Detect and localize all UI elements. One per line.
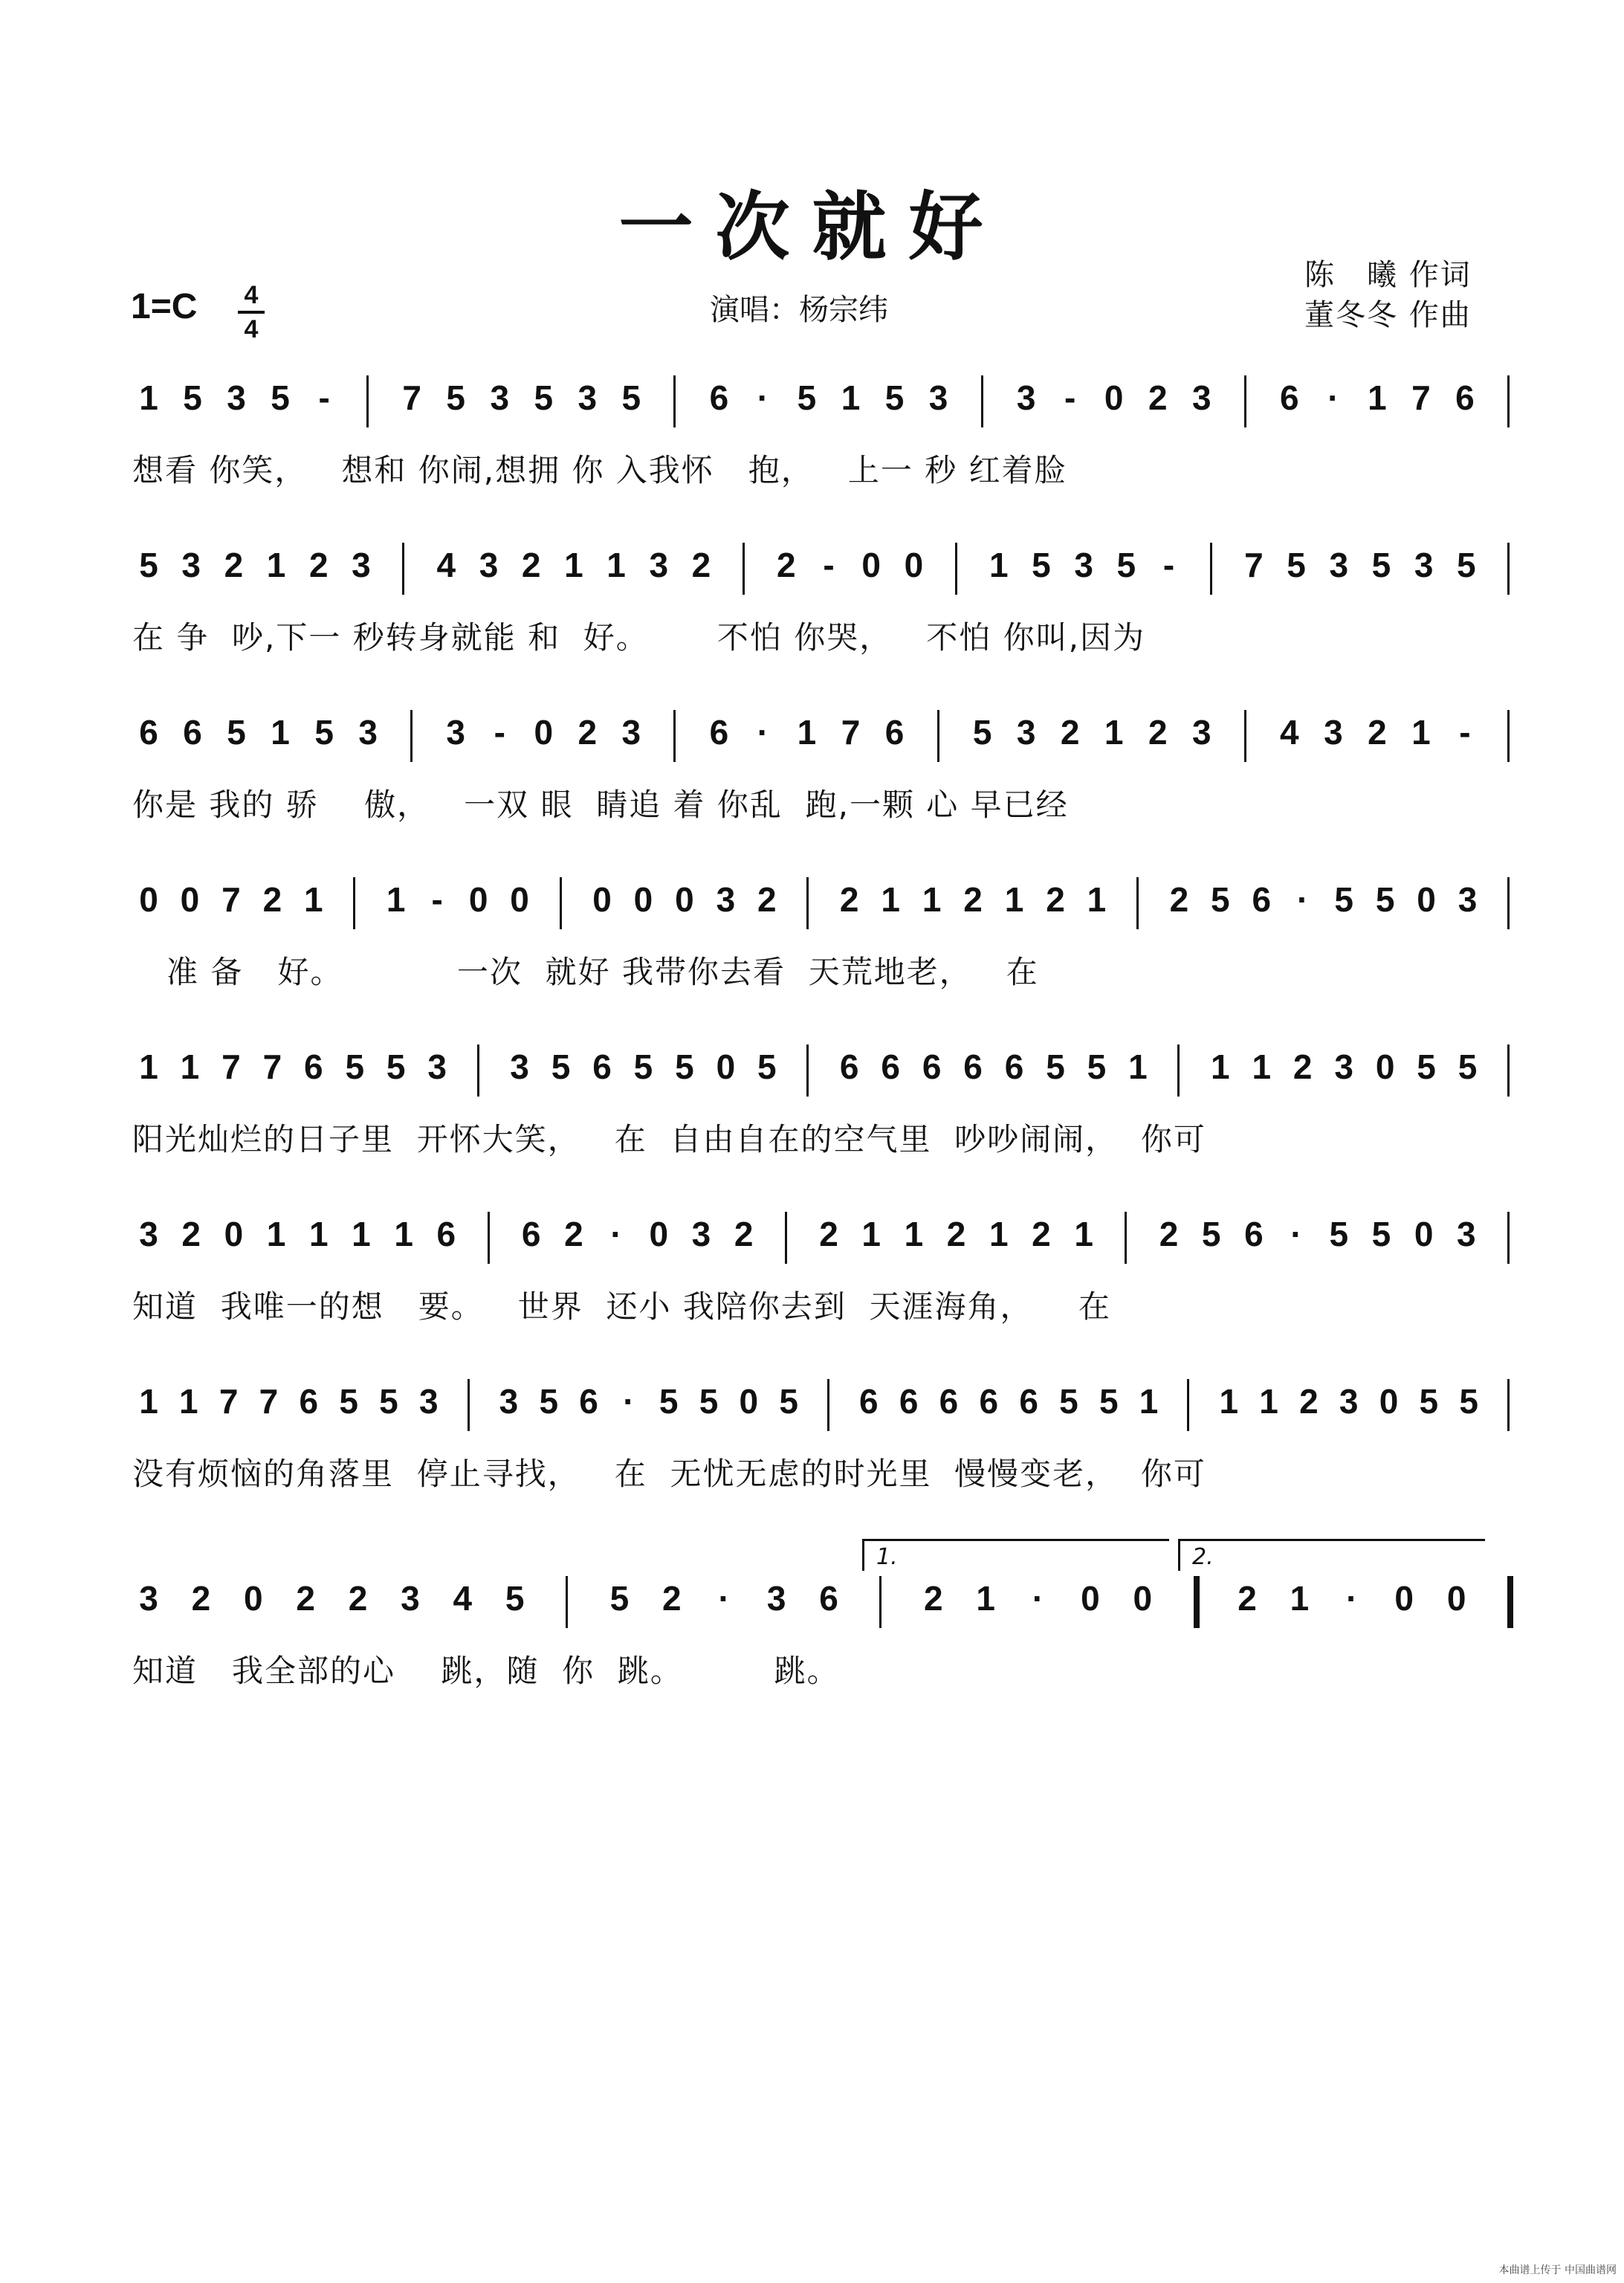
note: 0 (904, 546, 924, 584)
note: 6 (436, 1215, 456, 1253)
note: 3 (578, 378, 598, 417)
note: 2 (963, 880, 983, 919)
note: 5 (314, 713, 334, 752)
lyrics-line: 知道 我全部的心 跳，随 你 跳。 跳。 (132, 1653, 840, 1689)
bar-line (1507, 1212, 1510, 1264)
note: 2 (1293, 1047, 1313, 1086)
note: 3 (427, 1047, 447, 1086)
note: 5 (1459, 1382, 1478, 1421)
note: - (431, 880, 443, 919)
note: 0 (1394, 1579, 1414, 1618)
note: 3 (227, 378, 246, 417)
note: 5 (1417, 1047, 1436, 1086)
note: 0 (1375, 1047, 1395, 1086)
bar-line (743, 543, 745, 595)
note: 7 (1244, 546, 1264, 584)
bar-line (410, 710, 413, 762)
meter-divider (238, 311, 265, 314)
note: 3 (716, 880, 736, 919)
bar-line (1507, 1576, 1513, 1628)
composer: 董冬冬 作曲 (1304, 298, 1472, 332)
note: 1 (180, 1047, 200, 1086)
note: 2 (691, 546, 711, 584)
bar-line (1507, 1379, 1510, 1431)
note: 3 (928, 378, 948, 417)
note: 2 (1046, 880, 1065, 919)
note: 5 (1099, 1382, 1119, 1421)
note: · (1297, 880, 1309, 919)
note: 5 (1457, 546, 1476, 584)
note: 0 (1081, 1579, 1100, 1618)
note: 1 (1259, 1382, 1278, 1421)
note: 3 (139, 1215, 158, 1253)
note: 6 (922, 1047, 942, 1086)
note: 6 (1244, 1215, 1264, 1253)
note: 0 (243, 1579, 263, 1618)
note: 1 (1252, 1047, 1272, 1086)
note: 0 (534, 713, 554, 752)
note: 6 (299, 1382, 319, 1421)
note: 2 (1299, 1382, 1319, 1421)
volta-1 (862, 1539, 1169, 1571)
note: · (610, 1215, 622, 1253)
note: 1 (266, 1215, 286, 1253)
bar-line (1244, 375, 1246, 427)
bar-line (366, 375, 369, 427)
note: 0 (139, 880, 158, 919)
note: 1 (861, 1215, 881, 1253)
note: 5 (699, 1382, 719, 1421)
note: 5 (1087, 1047, 1107, 1086)
note: 1 (139, 378, 158, 417)
note: 1 (1211, 1047, 1230, 1086)
note: 5 (1371, 1215, 1391, 1253)
note: 6 (709, 378, 729, 417)
bar-line (1507, 1044, 1510, 1097)
note: 0 (649, 1215, 669, 1253)
note: 7 (219, 1382, 239, 1421)
bar-line (1507, 375, 1510, 427)
note: 2 (1060, 713, 1080, 752)
note: 2 (777, 546, 796, 584)
note: 7 (221, 880, 241, 919)
note: · (1032, 1579, 1044, 1618)
lyrics-line: 在 争 吵,下一 秒转身就能 和 好。 不怕 你哭， 不怕 你叫,因为 (132, 619, 1146, 656)
note: - (1064, 378, 1076, 417)
note: 5 (1116, 546, 1136, 584)
note: - (1459, 713, 1471, 752)
note: · (718, 1579, 730, 1618)
note: 6 (839, 1047, 859, 1086)
lyrics-line: 没有烦恼的角落里 停止寻找， 在 无忧无虑的时光里 慢慢变老， 你可 (132, 1456, 1206, 1492)
bar-line (468, 1379, 470, 1431)
note: 1 (1139, 1382, 1159, 1421)
note: 3 (490, 378, 510, 417)
note: 1 (386, 880, 406, 919)
note: 2 (564, 1215, 583, 1253)
note: 1 (904, 1215, 924, 1253)
note: 2 (839, 880, 859, 919)
note: 1 (606, 546, 626, 584)
note: 5 (505, 1579, 525, 1618)
bar-line (353, 877, 355, 929)
bar-line (402, 543, 404, 595)
note: 5 (379, 1382, 398, 1421)
note: 1 (1368, 378, 1387, 417)
note: - (318, 378, 330, 417)
volta-2-label: 2. (1192, 1544, 1214, 1570)
note: 2 (1238, 1579, 1257, 1618)
note: · (1346, 1579, 1358, 1618)
note: 6 (304, 1047, 323, 1086)
note: 2 (923, 1579, 943, 1618)
note: 2 (578, 713, 598, 752)
note: 0 (861, 546, 881, 584)
note: 0 (1104, 378, 1124, 417)
note: 5 (675, 1047, 694, 1086)
note: 3 (1457, 1215, 1476, 1253)
note: 6 (1252, 880, 1272, 919)
volta-2 (1178, 1539, 1485, 1571)
lyrics-line: 想看 你笑， 想和 你闹,想拥 你 入我怀 抱， 上一 秒 红着脸 (132, 452, 1067, 488)
note: 3 (1191, 378, 1211, 417)
note: 2 (819, 1215, 838, 1253)
note: 6 (183, 713, 202, 752)
lyrics-line: 准 备 好。 一次 就好 我带你去看 天荒地老， 在 (132, 954, 1039, 990)
note: 3 (510, 1047, 529, 1086)
note: 5 (1419, 1382, 1439, 1421)
note: 6 (859, 1382, 879, 1421)
lyrics-line: 知道 我唯一的想 要。 世界 还小 我陪你去到 天涯海角， 在 (132, 1288, 1111, 1325)
note: 4 (436, 546, 456, 584)
system-7 (0, 1379, 1624, 1535)
note: · (1290, 1215, 1302, 1253)
note: 1 (1087, 880, 1107, 919)
meter-bottom: 4 (244, 315, 259, 343)
note: 5 (1059, 1382, 1078, 1421)
note: 1 (179, 1382, 198, 1421)
note: 1 (304, 880, 323, 919)
note: 3 (352, 546, 371, 584)
song-title: 一次就好 (618, 183, 1006, 271)
bar-line (1507, 877, 1510, 929)
singer: 演唱：杨宗纬 (710, 293, 888, 327)
note: 0 (180, 880, 200, 919)
note: 2 (1032, 1215, 1051, 1253)
bar-line (955, 543, 957, 595)
footer-watermark: 本曲谱上传于 中国曲谱网 (1498, 2264, 1617, 2276)
note: 4 (453, 1579, 473, 1618)
note: 2 (946, 1215, 966, 1253)
bar-line (1194, 1576, 1200, 1628)
system-3 (0, 710, 1624, 866)
note: 0 (592, 880, 612, 919)
note: 1 (1411, 713, 1431, 752)
note: 2 (521, 546, 541, 584)
time-signature (238, 281, 265, 343)
system-2 (0, 543, 1624, 699)
note: 2 (308, 546, 329, 584)
bar-line (1244, 710, 1246, 762)
note: 1 (1074, 1215, 1093, 1253)
note: 6 (899, 1382, 919, 1421)
note: 5 (1032, 546, 1051, 584)
note: 3 (1074, 546, 1093, 584)
note: 5 (659, 1382, 679, 1421)
bar-line (673, 710, 676, 762)
note: 2 (1368, 713, 1387, 752)
note: 0 (1417, 880, 1436, 919)
note: 5 (884, 378, 905, 417)
note: 1 (139, 1382, 158, 1421)
note: 0 (1133, 1579, 1153, 1618)
note: 3 (1016, 713, 1036, 752)
note: 1 (1290, 1579, 1310, 1618)
note: 3 (479, 546, 499, 584)
note: 7 (1411, 378, 1431, 417)
note: 6 (139, 713, 158, 752)
note: 6 (579, 1382, 598, 1421)
bar-line (785, 1212, 787, 1264)
note: 3 (401, 1579, 420, 1618)
note: 0 (510, 880, 529, 919)
note: 5 (539, 1382, 559, 1421)
note: 6 (939, 1382, 959, 1421)
note: 7 (259, 1382, 279, 1421)
system-8 (0, 1576, 1624, 1732)
system-5 (0, 1044, 1624, 1201)
note: 1 (976, 1579, 995, 1618)
bar-line (560, 877, 562, 929)
note: 0 (716, 1047, 736, 1086)
note: 6 (521, 1215, 541, 1253)
note: 1 (308, 1215, 329, 1253)
note: 6 (819, 1579, 838, 1618)
note: 5 (183, 378, 202, 417)
bar-line (1177, 1044, 1180, 1097)
note: · (757, 713, 769, 752)
note: 5 (139, 546, 158, 584)
note: 7 (221, 1047, 241, 1086)
note: 2 (296, 1579, 315, 1618)
note: 0 (1414, 1215, 1434, 1253)
note: 3 (1329, 546, 1349, 584)
note: 1 (922, 880, 942, 919)
note: 6 (881, 1047, 900, 1086)
note: - (823, 546, 835, 584)
note: - (494, 713, 505, 752)
note: 0 (1379, 1382, 1399, 1421)
note: 6 (592, 1047, 612, 1086)
note: 1 (1128, 1047, 1148, 1086)
note: 3 (1191, 713, 1211, 752)
note: 0 (633, 880, 653, 919)
note: 1 (989, 546, 1009, 584)
note: 5 (972, 713, 992, 752)
note: 5 (1201, 1215, 1221, 1253)
note: 3 (139, 1579, 158, 1618)
note: 2 (181, 1215, 201, 1253)
note: 6 (709, 713, 729, 752)
meter-top: 4 (244, 281, 259, 309)
bar-line (673, 375, 676, 427)
note: 1 (139, 1047, 158, 1086)
bar-line (1507, 543, 1510, 595)
note: 1 (564, 546, 583, 584)
note: 5 (551, 1047, 571, 1086)
note: 0 (739, 1382, 759, 1421)
bar-line (937, 710, 939, 762)
note: 2 (734, 1215, 754, 1253)
note: 5 (1046, 1047, 1065, 1086)
note: 5 (1458, 1047, 1478, 1086)
note: 2 (348, 1579, 368, 1618)
note: 6 (1019, 1382, 1038, 1421)
note: 1 (989, 1215, 1009, 1253)
note: 0 (224, 1215, 244, 1253)
note: 2 (1148, 378, 1168, 417)
bar-line (1210, 543, 1212, 595)
note: 2 (191, 1579, 211, 1618)
note: 2 (1169, 880, 1189, 919)
note: 5 (271, 378, 290, 417)
note: 1 (266, 546, 286, 584)
bar-line (827, 1379, 829, 1431)
note: · (1327, 378, 1339, 417)
note: 6 (1004, 1047, 1024, 1086)
lyrics-line: 你是 我的 骄 傲， 一双 眼 睛追 着 你乱 跑,一颗 心 早已经 (132, 787, 1069, 823)
system-4 (0, 877, 1624, 1033)
bar-line (1507, 710, 1510, 762)
note: 2 (662, 1579, 682, 1618)
volta-1-label: 1. (876, 1544, 898, 1570)
note: 2 (1148, 713, 1168, 752)
note: 1 (1004, 880, 1024, 919)
note: 1 (797, 713, 817, 752)
note: 5 (633, 1047, 653, 1086)
note: 5 (386, 1047, 406, 1086)
note: 7 (402, 378, 421, 417)
note: 5 (757, 1047, 777, 1086)
note: 3 (418, 1382, 439, 1421)
system-6 (0, 1212, 1624, 1368)
note: 3 (1334, 1047, 1353, 1086)
note: 1 (1104, 713, 1124, 752)
note: 6 (1280, 378, 1299, 417)
note: 2 (1159, 1215, 1179, 1253)
note: 3 (1324, 713, 1343, 752)
note: 7 (841, 713, 861, 752)
lyrics-line: 阳光灿烂的日子里 开怀大笑， 在 自由自在的空气里 吵吵闹闹， 你可 (132, 1121, 1206, 1157)
note: 4 (1280, 713, 1299, 752)
note: 5 (621, 378, 641, 417)
key-signature: 1=C (131, 287, 198, 326)
note: 5 (1211, 880, 1230, 919)
bar-line (477, 1044, 479, 1097)
note: 3 (1414, 546, 1434, 584)
note: 3 (358, 713, 378, 752)
note: 5 (227, 713, 246, 752)
note: 5 (609, 1579, 630, 1618)
note: 3 (1016, 378, 1036, 417)
note: - (1162, 546, 1175, 584)
bar-line (1125, 1212, 1127, 1264)
note: 5 (339, 1382, 358, 1421)
note: 1 (1219, 1382, 1239, 1421)
note: 3 (1458, 880, 1478, 919)
note: 5 (1329, 1215, 1349, 1253)
note: 1 (881, 880, 900, 919)
note: 0 (1446, 1579, 1466, 1618)
note: 7 (262, 1047, 282, 1086)
note: 2 (262, 880, 282, 919)
note: · (623, 1382, 635, 1421)
note: 0 (675, 880, 694, 919)
note: 1 (352, 1215, 371, 1253)
bar-line (806, 1044, 809, 1097)
note: 5 (345, 1047, 365, 1086)
bar-line (566, 1576, 568, 1628)
note: 3 (1339, 1382, 1359, 1421)
note: 3 (621, 713, 641, 752)
bar-line (806, 877, 809, 929)
note: 6 (963, 1047, 983, 1086)
note: 1 (394, 1215, 413, 1253)
note: 6 (884, 713, 905, 752)
note: 5 (797, 378, 817, 417)
bar-line (1136, 877, 1139, 929)
bar-line (1187, 1379, 1189, 1431)
note: 5 (1287, 546, 1306, 584)
note: 2 (757, 880, 777, 919)
note: 6 (979, 1382, 999, 1421)
note: 0 (468, 880, 488, 919)
note: 5 (1334, 880, 1353, 919)
note: 3 (446, 713, 466, 752)
note: 3 (649, 546, 669, 584)
note: 3 (766, 1579, 786, 1618)
bar-line (488, 1212, 490, 1264)
system-1 (0, 375, 1624, 532)
lyricist: 陈 曦 作词 (1304, 258, 1472, 292)
note: 3 (691, 1215, 711, 1253)
note: 5 (534, 378, 554, 417)
bar-line (981, 375, 983, 427)
note: · (757, 378, 769, 417)
note: 3 (181, 546, 201, 584)
note: 1 (271, 713, 290, 752)
note: 5 (1371, 546, 1391, 584)
note: 1 (841, 378, 861, 417)
bar-line (879, 1576, 881, 1628)
note: 5 (1375, 880, 1395, 919)
note: 5 (446, 378, 466, 417)
note: 3 (499, 1382, 519, 1421)
note: 6 (1455, 378, 1475, 417)
note: 5 (779, 1382, 798, 1421)
note: 2 (224, 546, 244, 584)
